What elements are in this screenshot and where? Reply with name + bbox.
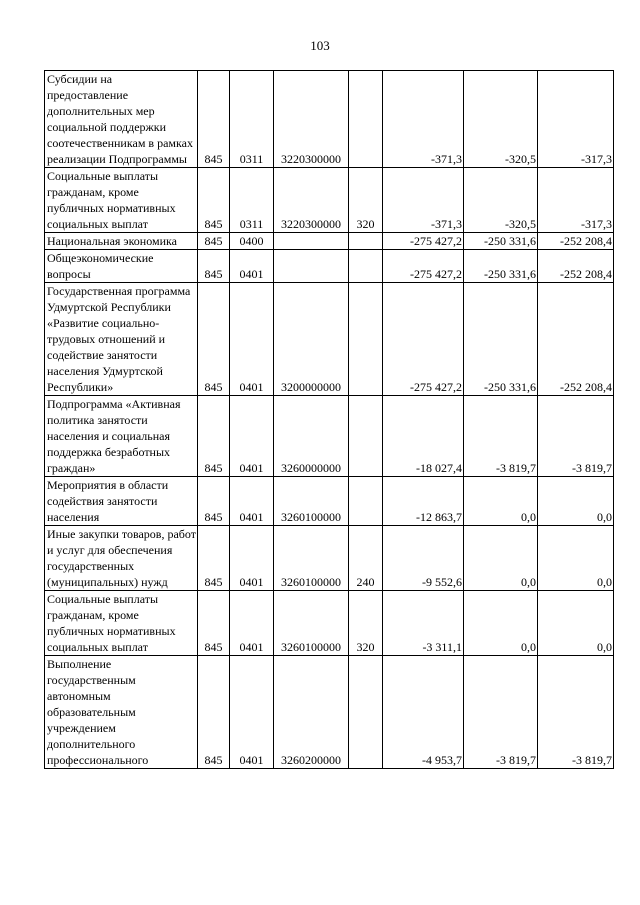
section-code-cell: 0401 <box>230 591 274 656</box>
amount-year2-cell: 0,0 <box>464 591 538 656</box>
section-code-cell: 0401 <box>230 250 274 283</box>
ministry-code-cell: 845 <box>198 233 230 250</box>
section-code-cell: 0401 <box>230 656 274 769</box>
table-row <box>45 168 614 233</box>
amount-year1-cell: -275 427,2 <box>383 283 464 396</box>
ministry-code-cell: 845 <box>198 656 230 769</box>
expense-type-cell <box>349 233 383 250</box>
amount-year2-cell: -320,5 <box>464 168 538 233</box>
amount-year3-cell: -252 208,4 <box>538 283 614 396</box>
budget-table <box>44 70 614 769</box>
section-code-cell: 0311 <box>230 71 274 168</box>
table-row <box>45 477 614 526</box>
amount-year2-cell: 0,0 <box>464 526 538 591</box>
table-row <box>45 233 614 250</box>
expense-type-cell <box>349 396 383 477</box>
table-row <box>45 526 614 591</box>
row-name-cell: Национальная экономика <box>45 233 198 250</box>
section-code-cell: 0401 <box>230 396 274 477</box>
table-row <box>45 396 614 477</box>
amount-year1-cell: -371,3 <box>383 168 464 233</box>
amount-year2-cell: -320,5 <box>464 71 538 168</box>
row-name-cell: Выполнение государственным автономным образовательным учреждением дополнительного профессионального <box>45 656 198 769</box>
amount-year3-cell: -3 819,7 <box>538 396 614 477</box>
ministry-code-cell: 845 <box>198 283 230 396</box>
target-article-cell: 3260100000 <box>274 526 349 591</box>
target-article-cell: 3260100000 <box>274 591 349 656</box>
row-name-cell: Общеэкономические вопросы <box>45 250 198 283</box>
ministry-code-cell: 845 <box>198 71 230 168</box>
amount-year2-cell: -3 819,7 <box>464 656 538 769</box>
amount-year1-cell: -275 427,2 <box>383 250 464 283</box>
amount-year2-cell: -250 331,6 <box>464 250 538 283</box>
amount-year3-cell: -3 819,7 <box>538 656 614 769</box>
ministry-code-cell: 845 <box>198 477 230 526</box>
section-code-cell: 0401 <box>230 283 274 396</box>
target-article-cell: 3260200000 <box>274 656 349 769</box>
expense-type-cell <box>349 283 383 396</box>
budget-table-body <box>45 71 614 769</box>
amount-year2-cell: 0,0 <box>464 477 538 526</box>
amount-year3-cell: -252 208,4 <box>538 233 614 250</box>
row-name-cell: Мероприятия в области содействия занятости населения <box>45 477 198 526</box>
expense-type-cell: 320 <box>349 591 383 656</box>
amount-year1-cell: -12 863,7 <box>383 477 464 526</box>
amount-year3-cell: -317,3 <box>538 168 614 233</box>
page-number: 103 <box>310 38 330 53</box>
target-article-cell: 3220300000 <box>274 168 349 233</box>
row-name-cell: Социальные выплаты гражданам, кроме публичных нормативных социальных выплат <box>45 591 198 656</box>
table-row <box>45 656 614 769</box>
ministry-code-cell: 845 <box>198 168 230 233</box>
target-article-cell <box>274 233 349 250</box>
expense-type-cell <box>349 71 383 168</box>
amount-year3-cell: 0,0 <box>538 477 614 526</box>
section-code-cell: 0400 <box>230 233 274 250</box>
target-article-cell: 3220300000 <box>274 71 349 168</box>
ministry-code-cell: 845 <box>198 591 230 656</box>
row-name-cell: Иные закупки товаров, работ и услуг для обеспечения государственных (муниципальных) нужд <box>45 526 198 591</box>
row-name-cell: Государственная программа Удмуртской Республики «Развитие социально-трудовых отношений и содействие занятости населения Удмуртской Республики» <box>45 283 198 396</box>
target-article-cell <box>274 250 349 283</box>
table-row <box>45 250 614 283</box>
amount-year3-cell: -252 208,4 <box>538 250 614 283</box>
amount-year1-cell: -4 953,7 <box>383 656 464 769</box>
expense-type-cell: 320 <box>349 168 383 233</box>
expense-type-cell: 240 <box>349 526 383 591</box>
target-article-cell: 3200000000 <box>274 283 349 396</box>
amount-year3-cell: 0,0 <box>538 591 614 656</box>
amount-year1-cell: -9 552,6 <box>383 526 464 591</box>
section-code-cell: 0311 <box>230 168 274 233</box>
ministry-code-cell: 845 <box>198 396 230 477</box>
table-row <box>45 283 614 396</box>
section-code-cell: 0401 <box>230 526 274 591</box>
amount-year1-cell: -3 311,1 <box>383 591 464 656</box>
section-code-cell: 0401 <box>230 477 274 526</box>
row-name-cell: Социальные выплаты гражданам, кроме публичных нормативных социальных выплат <box>45 168 198 233</box>
target-article-cell: 3260000000 <box>274 396 349 477</box>
amount-year3-cell: 0,0 <box>538 526 614 591</box>
ministry-code-cell: 845 <box>198 526 230 591</box>
amount-year1-cell: -371,3 <box>383 71 464 168</box>
table-row <box>45 591 614 656</box>
expense-type-cell <box>349 477 383 526</box>
amount-year2-cell: -3 819,7 <box>464 396 538 477</box>
table-row <box>45 71 614 168</box>
amount-year3-cell: -317,3 <box>538 71 614 168</box>
expense-type-cell <box>349 656 383 769</box>
amount-year2-cell: -250 331,6 <box>464 283 538 396</box>
ministry-code-cell: 845 <box>198 250 230 283</box>
amount-year1-cell: -18 027,4 <box>383 396 464 477</box>
amount-year2-cell: -250 331,6 <box>464 233 538 250</box>
target-article-cell: 3260100000 <box>274 477 349 526</box>
expense-type-cell <box>349 250 383 283</box>
row-name-cell: Подпрограмма «Активная политика занятости населения и социальная поддержка безработных граждан» <box>45 396 198 477</box>
row-name-cell: Субсидии на предоставление дополнительных мер социальной поддержки соотечественникам в рамках реализации Подпрограммы <box>45 71 198 168</box>
amount-year1-cell: -275 427,2 <box>383 233 464 250</box>
